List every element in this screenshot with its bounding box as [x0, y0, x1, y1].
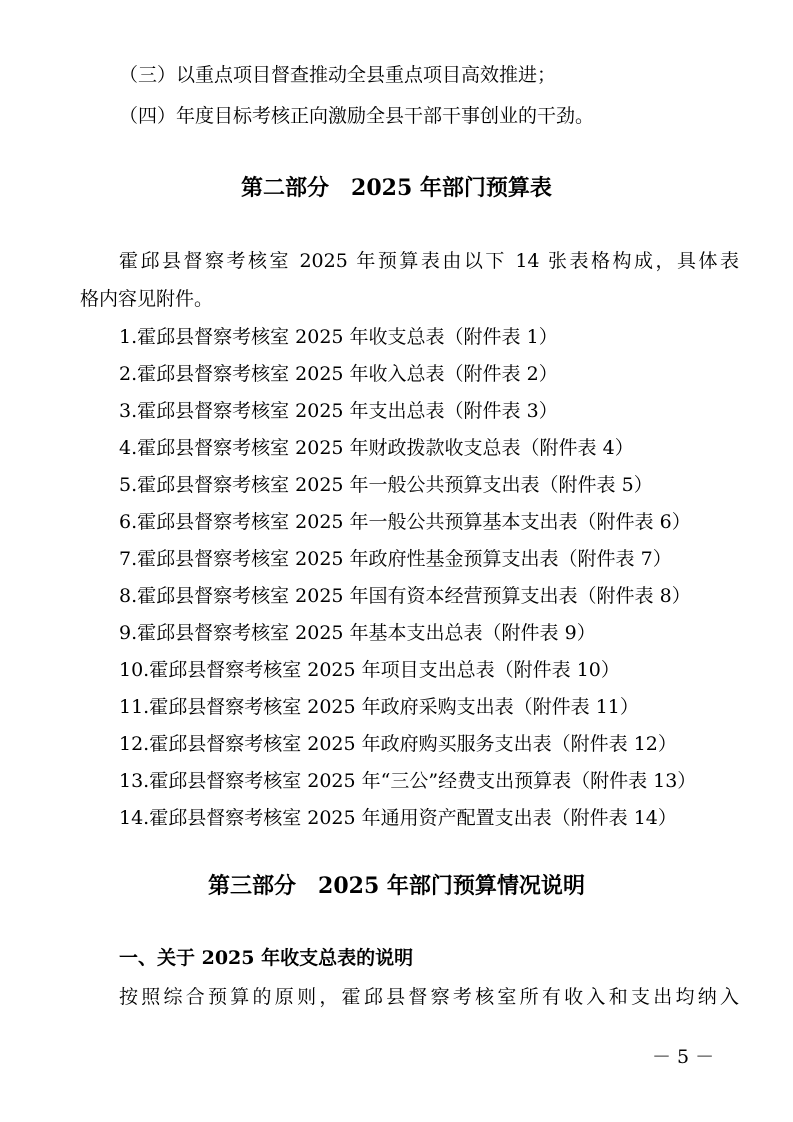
list-item: 8.霍邱县督察考核室 2025 年国有资本经营预算支出表（附件表 8） — [119, 585, 691, 607]
page-number: － 5 － — [652, 1046, 715, 1068]
list-item: 5.霍邱县督察考核室 2025 年一般公共预算支出表（附件表 5） — [119, 474, 653, 496]
section-3-paragraph-line: 按照综合预算的原则，霍邱县督察考核室所有收入和支出均纳入 — [119, 986, 739, 1008]
section-2-paragraph-line: 格内容见附件。 — [80, 288, 214, 310]
section-3-heading: 第三部分 2025 年部门预算情况说明 — [208, 873, 585, 899]
intro-item: （四）年度目标考核正向激励全县干部干事创业的干劲。 — [119, 105, 595, 127]
section-2-heading: 第二部分 2025 年部门预算表 — [241, 175, 552, 201]
list-item: 3.霍邱县督察考核室 2025 年支出总表（附件表 3） — [119, 400, 558, 422]
section-2-paragraph-line: 霍邱县督察考核室 2025 年预算表由以下 14 张表格构成，具体表 — [119, 250, 739, 272]
list-item: 2.霍邱县督察考核室 2025 年收入总表（附件表 2） — [119, 363, 558, 385]
list-item: 12.霍邱县督察考核室 2025 年政府购买服务支出表（附件表 12） — [119, 733, 677, 755]
list-item: 13.霍邱县督察考核室 2025 年“三公”经费支出预算表（附件表 13） — [119, 770, 697, 792]
list-item: 1.霍邱县督察考核室 2025 年收支总表（附件表 1） — [119, 326, 558, 348]
list-item: 6.霍邱县督察考核室 2025 年一般公共预算基本支出表（附件表 6） — [119, 511, 691, 533]
list-item: 7.霍邱县督察考核室 2025 年政府性基金预算支出表（附件表 7） — [119, 548, 672, 570]
intro-item: （三）以重点项目督查推动全县重点项目高效推进； — [119, 64, 557, 86]
list-item: 10.霍邱县督察考核室 2025 年项目支出总表（附件表 10） — [119, 659, 620, 681]
list-item: 14.霍邱县督察考核室 2025 年通用资产配置支出表（附件表 14） — [119, 807, 677, 829]
list-item: 9.霍邱县督察考核室 2025 年基本支出总表（附件表 9） — [119, 622, 596, 644]
list-item: 4.霍邱县督察考核室 2025 年财政拨款收支总表（附件表 4） — [119, 437, 634, 459]
section-3-subheading: 一、关于 2025 年收支总表的说明 — [119, 947, 414, 969]
list-item: 11.霍邱县督察考核室 2025 年政府采购支出表（附件表 11） — [119, 696, 639, 718]
